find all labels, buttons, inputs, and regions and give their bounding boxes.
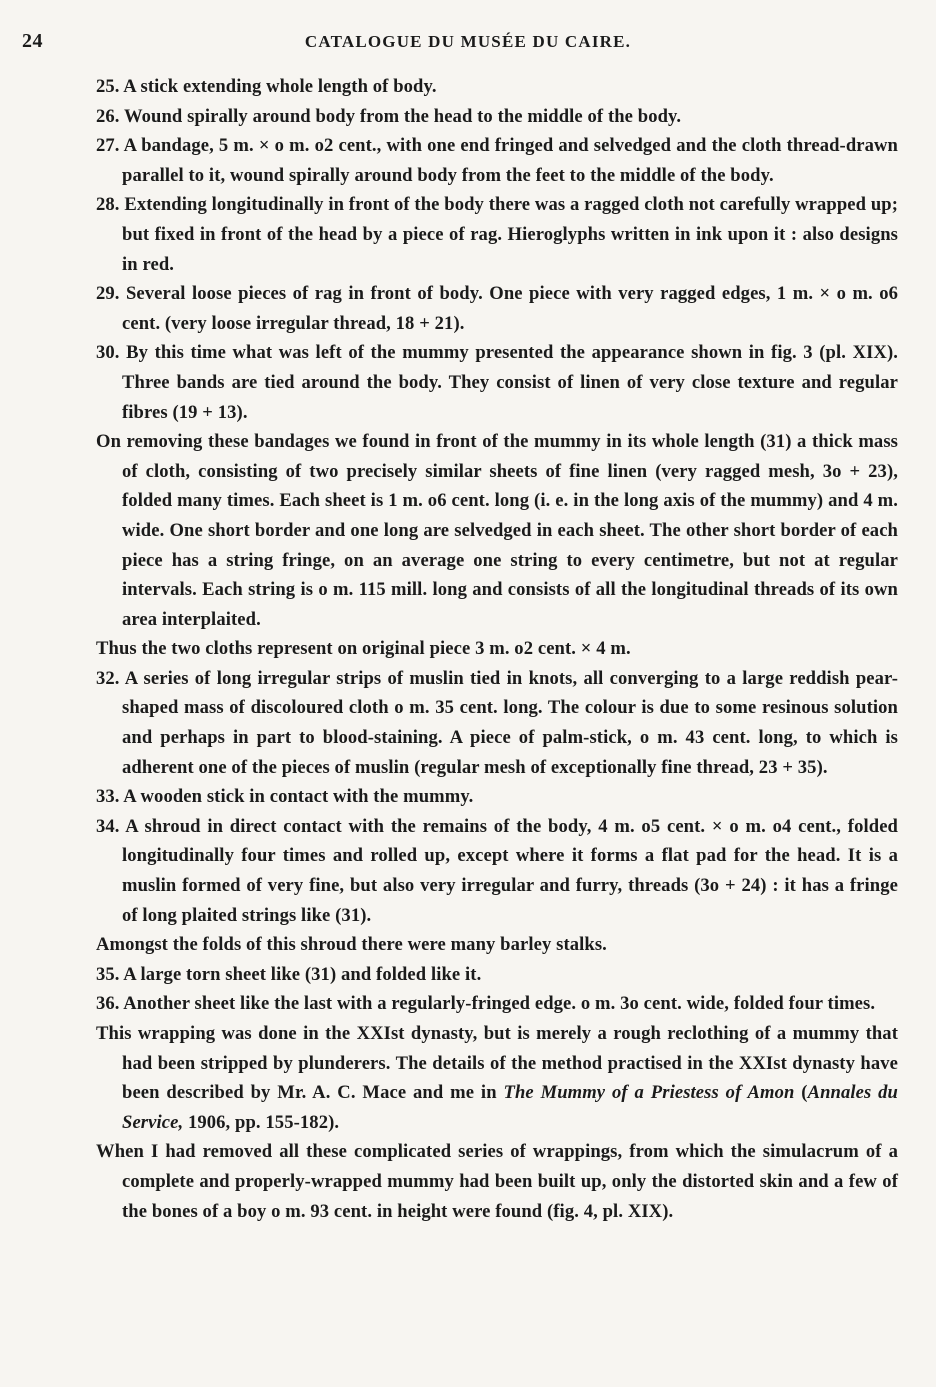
item-text: A stick extending whole length of body.	[123, 76, 437, 97]
list-item	[96, 72, 898, 102]
item-text: By this time what was left of the mummy presented the appearance shown in fig. 3 (pl. XIX). Three bands are tied around the body. They consist of linen of very close texture and regular fibres (19 + 13).	[122, 342, 898, 423]
body-paragraph	[96, 1019, 898, 1137]
item-number: 36.	[96, 993, 120, 1015]
item-number: 30.	[96, 342, 120, 364]
item-text: A series of long irregular strips of muslin tied in knots, all converging to a large reddish pear-shaped mass of discoloured cloth o m. 35 cent. long. The colour is due to some resinous solution and perhaps in part to blood-staining. A piece of palm-stick, o m. 43 cent. long, to which is adherent one of the pieces of muslin (regular mesh of exceptionally fine thread, 23 + 35).	[122, 667, 898, 778]
item-number: 32.	[96, 667, 120, 689]
item-number: 26.	[96, 105, 120, 127]
cited-journal: Annales du Service,	[122, 1082, 898, 1133]
list-item	[96, 782, 898, 812]
list-item	[96, 812, 898, 930]
item-text: A wooden stick in contact with the mummy.	[123, 786, 474, 808]
list-item	[96, 338, 898, 427]
item-text: Extending longitudinally in front of the body there was a ragged cloth not carefully wrapped up; but fixed in front of the head by a piece of rag. Hieroglyphs written in ink upon it : also designs in red.	[122, 194, 899, 275]
page-number: 24	[22, 30, 43, 52]
list-item	[96, 960, 898, 990]
paragraph-text: 1906, pp. 155-182).	[183, 1111, 340, 1133]
body-paragraph: Amongst the folds of this shroud there were many barley stalks.	[96, 934, 607, 956]
list-item	[96, 664, 898, 782]
body-paragraph: On removing these bandages we found in front of the mummy in its whole length (31) a thick mass of cloth, consisting of two precisely similar sheets of fine linen (very ragged mesh, 3o + 23), folded many times. Each sheet is 1 m. o6 cent. long (i. e. in the long axis of the mummy) and 4 m. wide. One short border and one long are selvedged in each sheet. The other short border of each piece has a string fringe, on an average one string to every centimetre, but not at regular intervals. Each string is o m. 115 mill. long and consists of all the longitudinal threads of its own area interplaited.	[96, 431, 898, 630]
item-text: A large torn sheet like (31) and folded like it.	[123, 963, 482, 985]
running-head: CATALOGUE DU MUSÉE DU CAIRE.	[304, 32, 632, 51]
item-number: 27.	[96, 135, 120, 157]
list-item	[96, 989, 898, 1019]
list-item	[96, 190, 898, 279]
item-text: Wound spirally around body from the head to the middle of the body.	[123, 105, 682, 127]
item-text: A shroud in direct contact with the remains of the body, 4 m. o5 cent. × o m. o4 cent., folded longitudinally four times and rolled up, except where it forms a flat pad for the head. It is a muslin formed of very fine, but also very irregular and furry, threads (3o + 24) : it has a fringe of long plaited strings like (31).	[122, 815, 898, 926]
body-paragraph: Thus the two cloths represent on original piece 3 m. o2 cent. × 4 m.	[96, 638, 631, 660]
item-number: 29.	[96, 283, 120, 305]
page-body	[96, 72, 898, 1226]
item-number: 33.	[96, 786, 120, 808]
item-number: 25.	[96, 76, 120, 97]
body-paragraph: When I had removed all these complicated series of wrappings, from which the simulacrum of a complete and properly-wrapped mummy had been built up, only the distorted skin and a few of the bones of a boy o m. 93 cent. in height were found (fig. 4, pl. XIX).	[96, 1141, 898, 1222]
item-text: Several loose pieces of rag in front of body. One piece with very ragged edges, 1 m. × o m. o6 cent. (very loose irregular thread, 18 + 21).	[122, 283, 899, 334]
paragraph-text: This wrapping was done in the XXIst dynasty, but is merely a rough reclothing of a mummy that had been stripped by plunderers. The details of the method practised in the XXIst dynasty have been described by Mr. A. C. Mace and me in	[96, 1023, 898, 1104]
item-number: 35.	[96, 963, 120, 985]
list-item	[96, 279, 898, 338]
item-number: 28.	[96, 194, 120, 216]
list-item	[96, 102, 898, 132]
item-text: Another sheet like the last with a regularly-fringed edge. o m. 3o cent. wide, folded four times.	[123, 993, 876, 1015]
list-item	[96, 131, 898, 190]
cited-title: The Mummy of a Priestess of Amon	[503, 1082, 795, 1104]
paragraph-text: (	[794, 1082, 808, 1104]
item-text: A bandage, 5 m. × o m. o2 cent., with one end fringed and selvedged and the cloth thread-drawn parallel to it, wound spirally around body from the feet to the middle of the body.	[122, 135, 898, 186]
item-number: 34.	[96, 815, 120, 837]
